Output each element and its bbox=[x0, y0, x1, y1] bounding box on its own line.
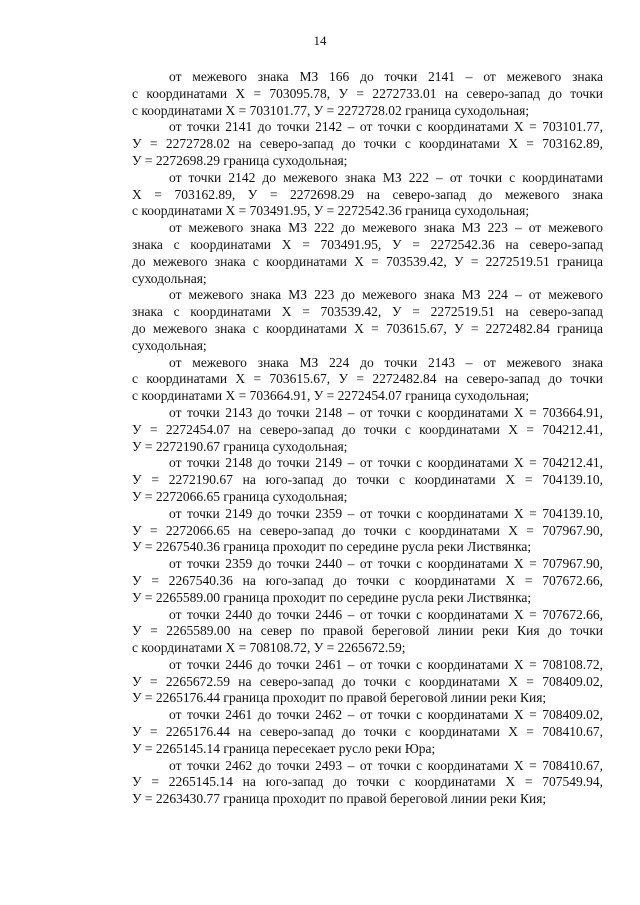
text-line: У = 2265589.00 на север по правой береговой линии реки Кия до точки bbox=[132, 623, 603, 639]
text-line: от точки 2359 до точки 2440 – от точки с координатами Х = 707967.90, bbox=[169, 556, 603, 572]
text-line: от точки 2142 до межевого знака МЗ 222 – от точки с координатами bbox=[169, 169, 603, 185]
page-number: 14 bbox=[313, 33, 327, 48]
text-line: У = 2265176.44 граница проходит по правой береговой линии реки Кия; bbox=[132, 690, 547, 706]
text-line: с координатами Х = 703664.91, У = 2272454.07 граница суходольная; bbox=[132, 388, 530, 404]
paragraph bbox=[95, 119, 603, 169]
paragraph bbox=[95, 455, 603, 505]
text-line: с координатами Х = 703095.78, У = 2272733.01 на северо-запад до точки bbox=[132, 85, 603, 101]
text-line: от межевого знака МЗ 166 до точки 2141 – от межевого знака bbox=[169, 69, 603, 84]
text-line: У = 2272066.65 граница суходольная; bbox=[132, 488, 348, 504]
paragraph bbox=[95, 170, 603, 220]
text-line: У = 2272728.02 на северо-запад до точки с координатами Х = 703162.89, bbox=[132, 136, 603, 152]
text-line: У = 2265672.59 на северо-запад до точки с координатами Х = 708409.02, bbox=[132, 673, 603, 689]
text-line: знака с координатами Х = 703491.95, У = 2272542.36 на северо-запад bbox=[132, 236, 603, 252]
text-line: с координатами Х = 703101.77, У = 2272728.02 граница суходольная; bbox=[132, 102, 530, 118]
text-line: У = 2263430.77 граница проходит по правой береговой линии реки Кия; bbox=[132, 791, 547, 807]
paragraph bbox=[95, 758, 603, 808]
paragraph bbox=[95, 405, 603, 455]
paragraph bbox=[95, 69, 603, 119]
text-line: суходольная; bbox=[132, 337, 207, 353]
paragraph bbox=[95, 556, 603, 606]
text-line: У = 2265176.44 на северо-запад до точки с координатами Х = 708410.67, bbox=[132, 724, 603, 740]
text-line: от точки 2141 до точки 2142 – от точки с координатами Х = 703101.77, bbox=[169, 119, 603, 135]
text-line: У = 2272190.67 на юго-запад до точки с координатами Х = 704139.10, bbox=[132, 472, 603, 488]
text-line: У = 2272066.65 на северо-запад до точки с координатами Х = 707967.90, bbox=[132, 522, 603, 538]
text-line: суходольная; bbox=[132, 270, 207, 286]
text-line: от точки 2461 до точки 2462 – от точки с координатами Х = 708409.02, bbox=[169, 707, 603, 723]
text-line: от точки 2462 до точки 2493 – от точки с координатами Х = 708410.67, bbox=[169, 757, 603, 773]
text-line: с координатами Х = 703615.67, У = 2272482.84 на северо-запад до точки bbox=[132, 371, 603, 387]
text-line: У = 2265589.00 граница проходит по середине русла реки Листвянка; bbox=[132, 589, 532, 605]
paragraph bbox=[95, 506, 603, 556]
text-line: от точки 2143 до точки 2148 – от точки с координатами Х = 703664.91, bbox=[169, 404, 603, 420]
text-line: У = 2272454.07 на северо-запад до точки с координатами Х = 704212.41, bbox=[132, 421, 603, 437]
paragraph bbox=[95, 607, 603, 657]
text-line: с координатами Х = 703491.95, У = 2272542.36 граница суходольная; bbox=[132, 203, 530, 219]
text-line: У = 2265145.14 граница пересекает русло реки Юра; bbox=[132, 740, 436, 756]
text-line: У = 2272698.29 граница суходольная; bbox=[132, 152, 348, 168]
text-line: знака с координатами Х = 703539.42, У = 2272519.51 на северо-запад bbox=[132, 304, 603, 320]
text-line: У = 2272190.67 граница суходольная; bbox=[132, 438, 348, 454]
text-line: от точки 2148 до точки 2149 – от точки с координатами Х = 704212.41, bbox=[169, 455, 603, 471]
paragraph bbox=[95, 657, 603, 707]
text-line: от межевого знака МЗ 222 до межевого знака МЗ 223 – от межевого bbox=[169, 220, 603, 236]
text-line: У = 2267540.36 граница проходит по середине русла реки Листвянка; bbox=[132, 539, 532, 555]
paragraph bbox=[95, 707, 603, 757]
text-line: от точки 2446 до точки 2461 – от точки с координатами Х = 708108.72, bbox=[169, 656, 603, 672]
text-line: с координатами Х = 708108.72, У = 2265672.59; bbox=[132, 640, 406, 656]
paragraph bbox=[95, 220, 603, 287]
text-line: до межевого знака с координатами Х = 703615.67, У = 2272482.84 граница bbox=[132, 320, 603, 336]
text-line: Х = 703162.89, У = 2272698.29 на северо-запад до межевого знака bbox=[132, 186, 603, 202]
text-line: У = 2267540.36 на юго-запад до точки с координатами Х = 707672.66, bbox=[132, 572, 603, 588]
paragraph bbox=[95, 355, 603, 405]
text-line: от точки 2440 до точки 2446 – от точки с координатами Х = 707672.66, bbox=[169, 606, 603, 622]
text-line: У = 2265145.14 на юго-запад до точки с координатами Х = 707549.94, bbox=[132, 774, 603, 790]
text-line: до межевого знака с координатами Х = 703539.42, У = 2272519.51 граница bbox=[132, 253, 603, 269]
document-body bbox=[95, 69, 603, 808]
paragraph bbox=[95, 287, 603, 354]
text-line: от точки 2149 до точки 2359 – от точки с координатами Х = 704139.10, bbox=[169, 505, 603, 521]
text-line: от межевого знака МЗ 224 до точки 2143 – от межевого знака bbox=[169, 354, 603, 370]
text-line: от межевого знака МЗ 223 до межевого знака МЗ 224 – от межевого bbox=[169, 287, 603, 303]
